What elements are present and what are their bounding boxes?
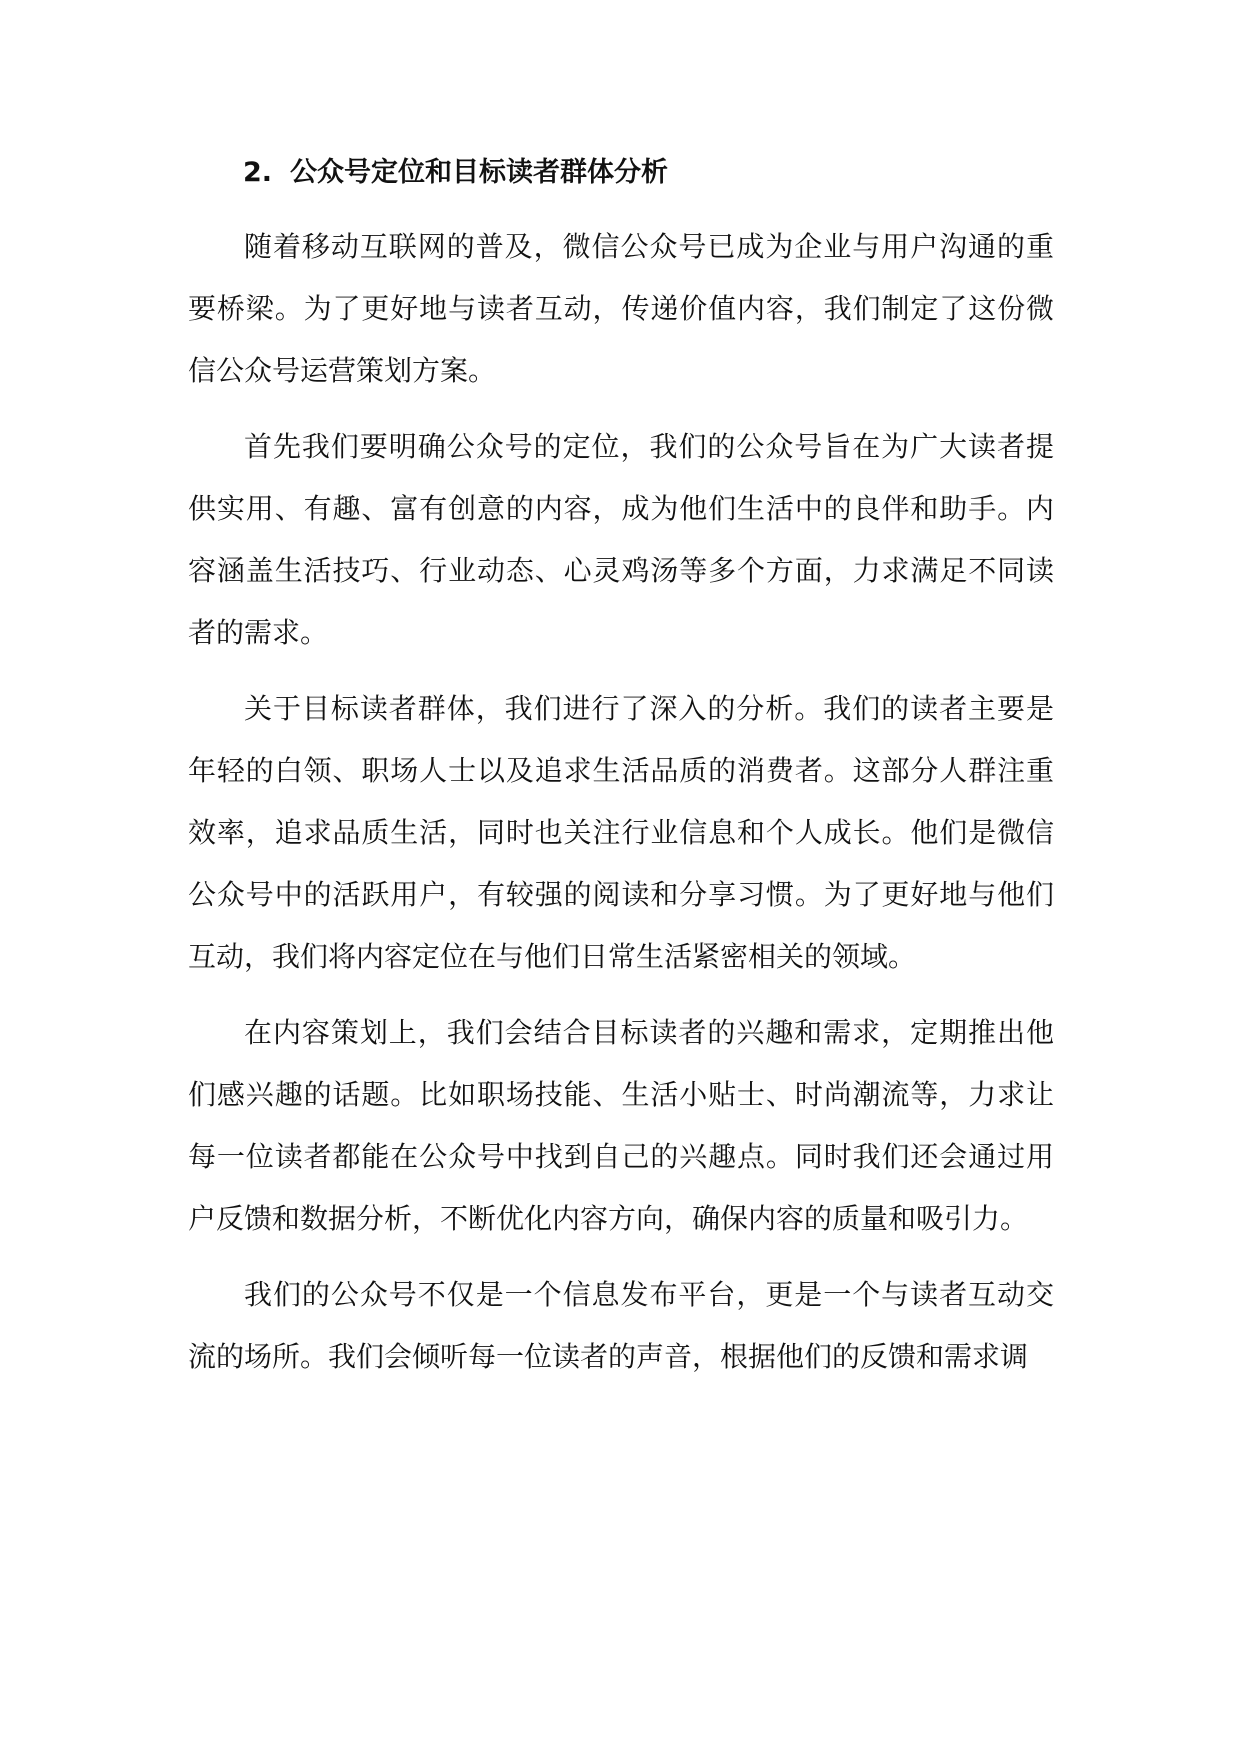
document-body — [188, 142, 1054, 1402]
paragraph-interaction: 我们的公众号不仅是一个信息发布平台，更是一个与读者互动交流的场所。我们会倾听每一位读者的声音，根据他们的反馈和需求调 — [188, 1278, 1054, 1373]
section-title: 公众号定位和目标读者群体分析 — [290, 157, 669, 188]
paragraph-positioning: 首先我们要明确公众号的定位，我们的公众号旨在为广大读者提供实用、有趣、富有创意的内容，成为他们生活中的良伴和助手。内容涵盖生活技巧、行业动态、心灵鸡汤等多个方面，力求满足不同读者的需求。 — [188, 430, 1054, 649]
paragraph-content-planning: 在内容策划上，我们会结合目标读者的兴趣和需求，定期推出他们感兴趣的话题。比如职场技能、生活小贴士、时尚潮流等，力求让每一位读者都能在公众号中找到自己的兴趣点。同时我们还会通过用户反馈和数据分析，不断优化内容方向，确保内容的质量和吸引力。 — [188, 1016, 1054, 1235]
paragraph-intro: 随着移动互联网的普及，微信公众号已成为企业与用户沟通的重要桥梁。为了更好地与读者互动，传递价值内容，我们制定了这份微信公众号运营策划方案。 — [188, 230, 1054, 387]
section-number: 2. — [243, 157, 273, 188]
paragraph-target-readers: 关于目标读者群体，我们进行了深入的分析。我们的读者主要是年轻的白领、职场人士以及追求生活品质的消费者。这部分人群注重效率，追求品质生活，同时也关注行业信息和个人成长。他们是微信公众号中的活跃用户，有较强的阅读和分享习惯。为了更好地与他们互动，我们将内容定位在与他们日常生活紧密相关的领域。 — [188, 692, 1054, 973]
section-heading — [188, 142, 1054, 204]
